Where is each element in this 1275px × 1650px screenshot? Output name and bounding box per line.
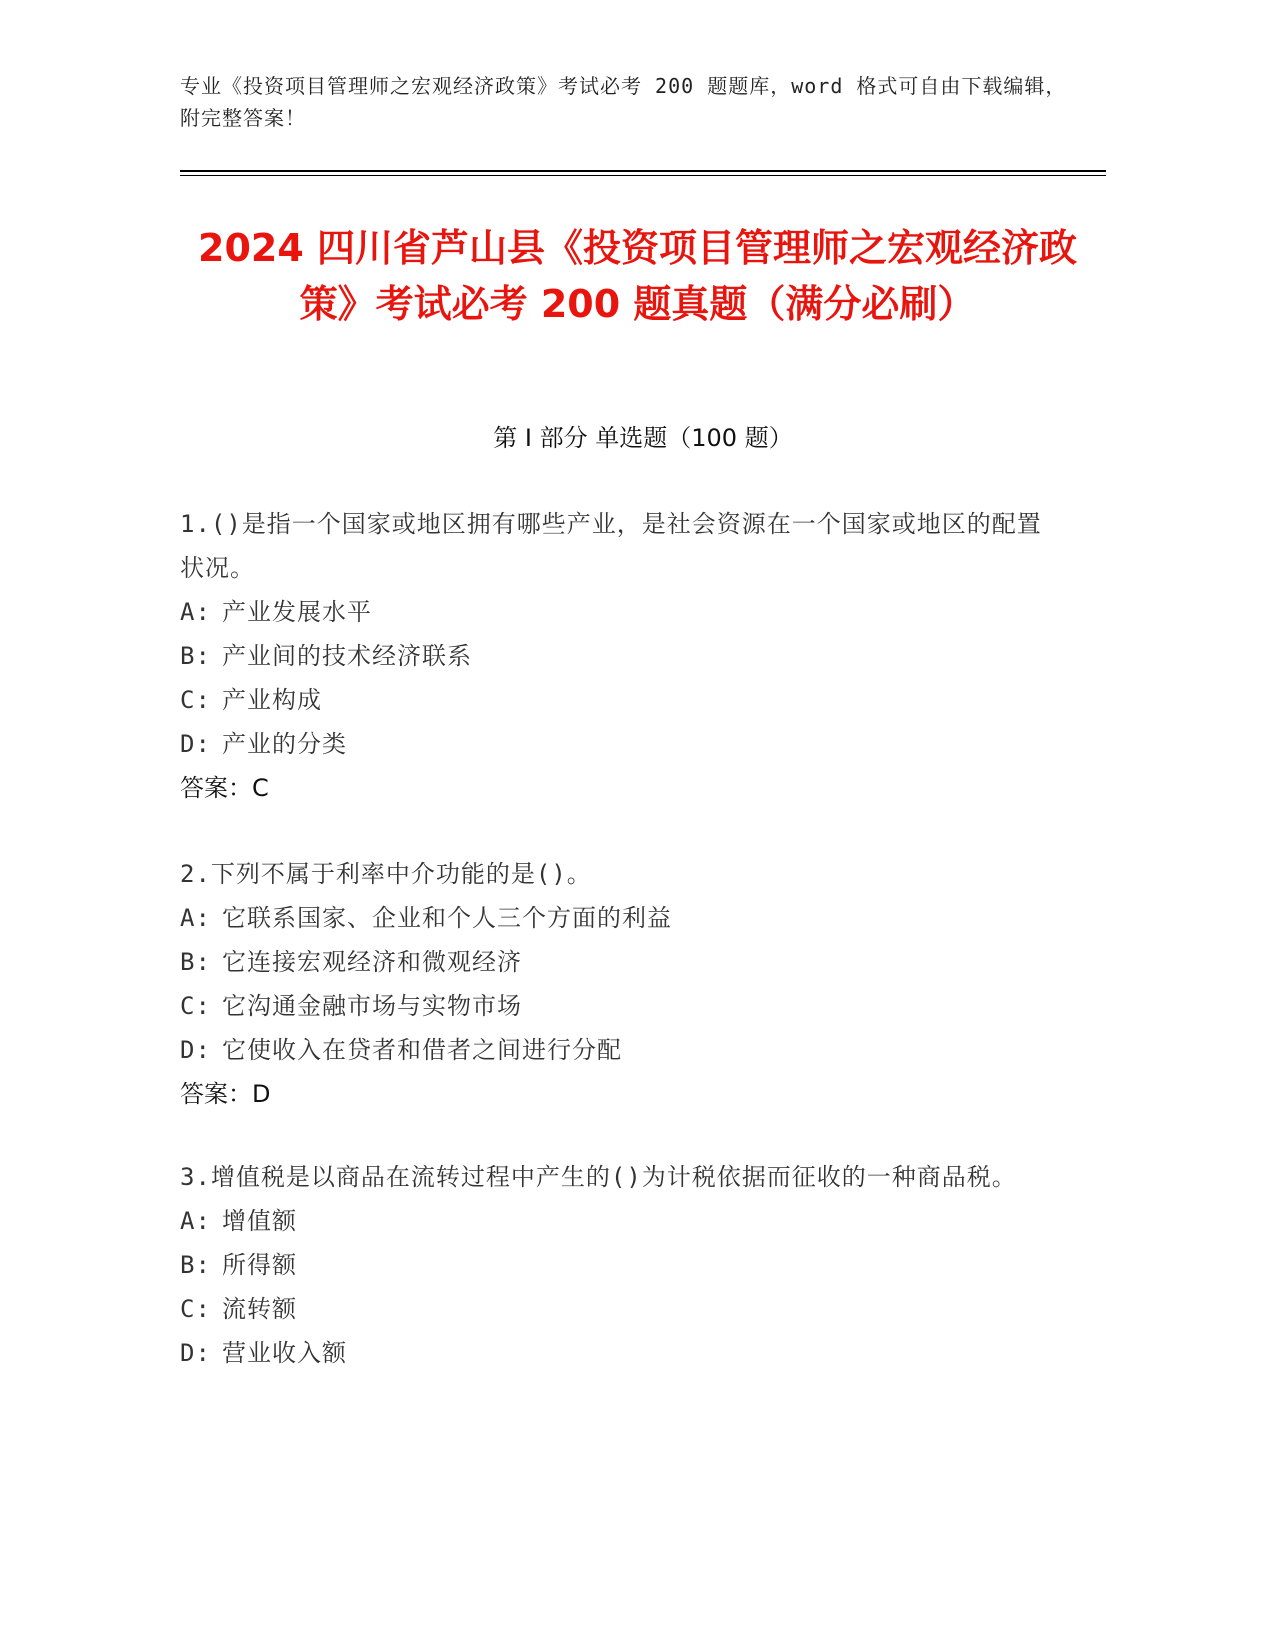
option-c	[180, 1287, 1050, 1331]
option-text: 产业的分类	[222, 730, 347, 758]
option-text: 营业收入额	[222, 1339, 347, 1367]
option-a	[180, 1199, 1050, 1243]
header-note: 专业《投资项目管理师之宏观经济政策》考试必考 200 题题库，word 格式可自由下载编辑，附完整答案！	[180, 74, 1067, 130]
option-key: A:	[180, 598, 211, 626]
option-d	[180, 722, 1050, 766]
option-a	[180, 590, 1050, 634]
option-text: 它连接宏观经济和微观经济	[222, 948, 522, 976]
question-1	[180, 502, 1050, 810]
option-key: A:	[180, 1207, 211, 1235]
option-key: B:	[180, 1251, 211, 1279]
option-b	[180, 634, 1050, 678]
option-text: 增值额	[222, 1207, 297, 1235]
option-text: 所得额	[222, 1251, 297, 1279]
option-key: C:	[180, 686, 211, 714]
option-text: 产业发展水平	[222, 598, 372, 626]
option-key: C:	[180, 1295, 211, 1323]
question-stem: 3.增值税是以商品在流转过程中产生的()为计税依据而征收的一种商品税。	[180, 1163, 1017, 1191]
option-text: 它使收入在贷者和借者之间进行分配	[222, 1036, 622, 1064]
option-key: B:	[180, 642, 211, 670]
option-key: B:	[180, 948, 211, 976]
option-text: 它联系国家、企业和个人三个方面的利益	[222, 904, 672, 932]
question-3	[180, 1155, 1050, 1375]
header-divider-thin	[180, 175, 1106, 176]
option-text: 流转额	[222, 1295, 297, 1323]
option-text: 产业间的技术经济联系	[222, 642, 472, 670]
option-b	[180, 1243, 1050, 1287]
section-title: 第 I 部分 单选题（100 题）	[493, 424, 793, 452]
answer: 答案：C	[180, 774, 269, 802]
option-d	[180, 1028, 1050, 1072]
option-key: A:	[180, 904, 211, 932]
option-d	[180, 1331, 1050, 1375]
option-key: D:	[180, 730, 211, 758]
option-c	[180, 678, 1050, 722]
option-text: 它沟通金融市场与实物市场	[222, 992, 522, 1020]
option-text: 产业构成	[222, 686, 322, 714]
header-divider-thick	[180, 170, 1106, 172]
answer: 答案：D	[180, 1080, 271, 1108]
question-stem: 1.()是指一个国家或地区拥有哪些产业，是社会资源在一个国家或地区的配置状况。	[180, 510, 1042, 582]
option-key: C:	[180, 992, 211, 1020]
question-2	[180, 852, 1050, 1116]
option-c	[180, 984, 1050, 1028]
option-b	[180, 940, 1050, 984]
question-stem: 2.下列不属于利率中介功能的是()。	[180, 860, 592, 888]
option-a	[180, 896, 1050, 940]
document-title: 2024 四川省芦山县《投资项目管理师之宏观经济政策》考试必考 200 题真题（满分必刷）	[198, 226, 1077, 326]
option-key: D:	[180, 1339, 211, 1367]
option-key: D:	[180, 1036, 211, 1064]
